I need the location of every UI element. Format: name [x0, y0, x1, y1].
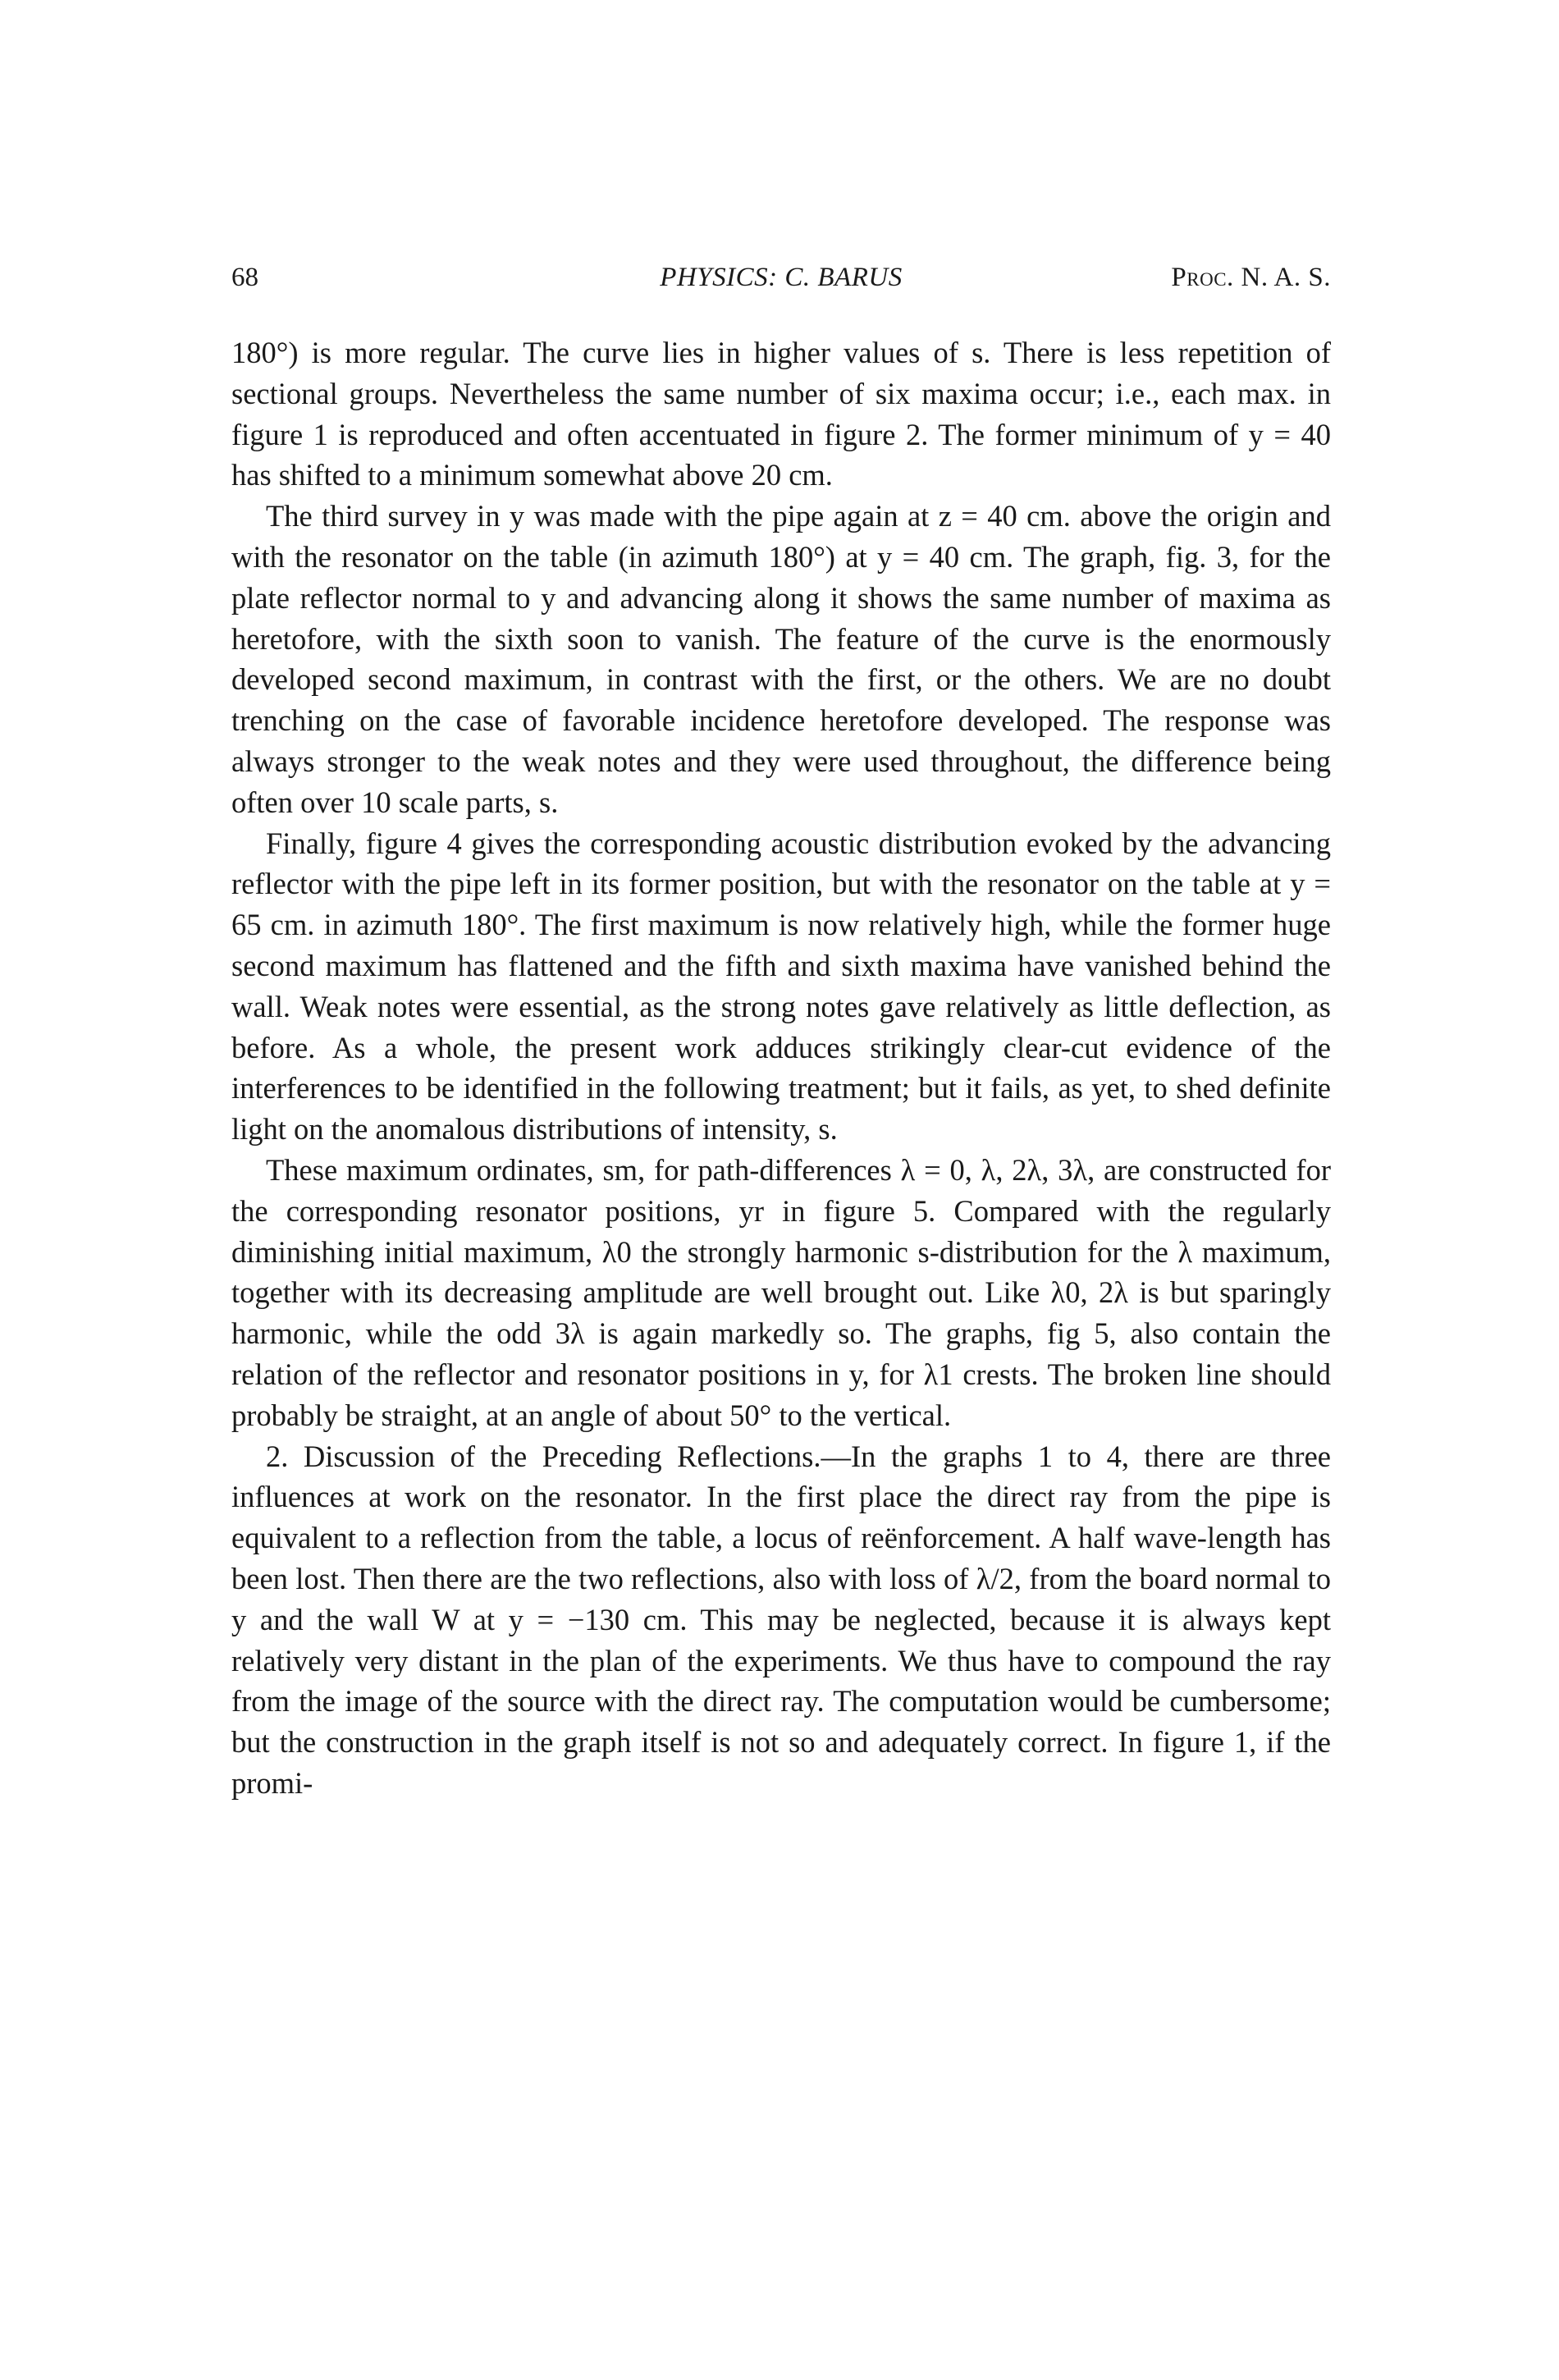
- paragraph-third-survey: The third survey in y was made with the pipe again at z = 40 cm. above the origin and with the resonator on the table (in azimuth 180°) at y = 40 cm. The graph, fig. 3, for the plate reflector normal to y and advancing along it shows the same number of maxima as heretofore, with the sixth soon to vanish. The feature of the curve is the enormously developed second maximum, in contrast with the first, or the others. We are no doubt trenching on the case of favorable incidence heretofore developed. The response was always stronger to the weak notes and they were used throughout, the difference being often over 10 scale parts, s.: [231, 499, 1331, 819]
- paragraph-figure-4: Finally, figure 4 gives the corresponding acoustic distribution evoked by the advancing reflector with the pipe left in its former position, but with the resonator on the table at y = 65 cm. in azimuth 180°. The first maximum is now relatively high, while the former huge second maximum has flattened and the fifth and sixth maxima have vanished behind the wall. Weak notes were essential, as the strong notes gave relatively as little deflection, as before. As a whole, the present work adduces strikingly clear-cut evidence of the interferences to be identified in the following treatment; but it fails, as yet, to shed definite light on the anomalous distributions of intensity, s.: [231, 826, 1331, 1147]
- page-number: 68: [231, 263, 258, 292]
- journal-name: Proc. N. A. S.: [1171, 263, 1331, 292]
- article-body: [231, 332, 1331, 1804]
- paragraph-maximum-ordinates: These maximum ordinates, sm, for path-differences λ = 0, λ, 2λ, 3λ, are constructed for the corresponding resonator positions, yr in figure 5. Compared with the regularly diminishing initial maximum, λ0 the strongly harmonic s-distribution for the λ maximum, together with its decreasing amplitude are well brought out. Like λ0, 2λ is but sparingly harmonic, while the odd 3λ is again markedly so. The graphs, fig 5, also contain the relation of the reflector and resonator positions in y, for λ1 crests. The broken line should probably be straight, at an angle of about 50° to the vertical.: [231, 1152, 1331, 1432]
- page-header: [231, 261, 1331, 294]
- paragraph-continued: 180°) is more regular. The curve lies in higher values of s. There is less repetition of sectional groups. Nevertheless the same number of six maxima occur; i.e., each max. in figure 1 is reproduced and often accentuated in figure 2. The former minimum of y = 40 has shifted to a minimum somewhat above 20 cm.: [231, 336, 1331, 492]
- paragraph-discussion: 2. Discussion of the Preceding Reflections.—In the graphs 1 to 4, there are three influences at work on the resonator. In the first place the direct ray from the pipe is equivalent to a reflection from the table, a locus of reënforcement. A half wave-length has been lost. Then there are the two reflections, also with loss of λ/2, from the board normal to y and the wall W at y = −130 cm. This may be neglected, because it is always kept relatively very distant in the plan of the experiments. We thus have to compound the ray from the image of the source with the direct ray. The computation would be cumbersome; but the construction in the graph itself is not so and adequately correct. In figure 1, if the promi-: [231, 1439, 1331, 1800]
- running-title: PHYSICS: C. BARUS: [660, 263, 903, 292]
